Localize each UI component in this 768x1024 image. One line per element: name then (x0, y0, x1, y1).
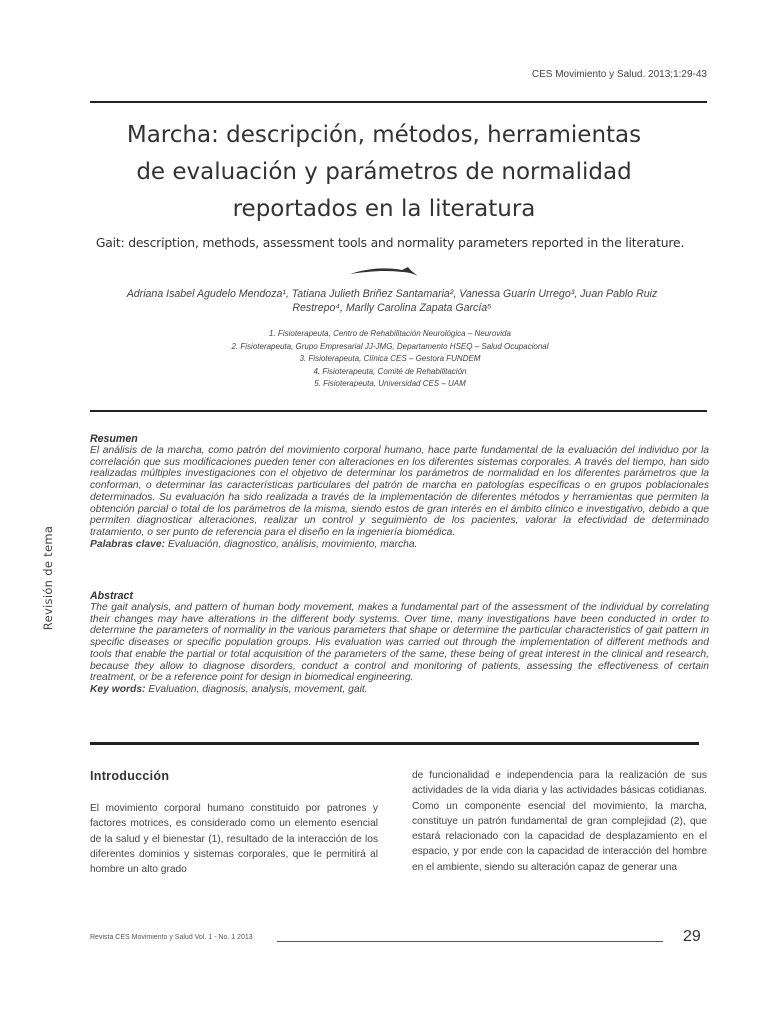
affiliation-list (150, 328, 630, 391)
title-line: de evaluación y parámetros de normalidad (136, 159, 632, 185)
top-rule (90, 101, 707, 103)
title-line: Marcha: descripción, métodos, herramientas (126, 122, 642, 148)
abstract-keywords (90, 684, 709, 695)
introduction-heading: Introducción (90, 769, 170, 783)
footer-journal: Revista CES Movimiento y Salud Vol. 1 - No. 1 2013 (90, 934, 253, 941)
article-title (80, 117, 688, 228)
intro-left-column: El movimiento corporal humano constituido por patrones y factores motrices, es considerado como un elemento esencial de la salud y el bienestar (1), resultado de la interacción de los diferentes dominios y sistemas corporales, que le permitirá al hombre un alto grado (90, 803, 378, 876)
abstract-heading: Abstract (90, 590, 133, 602)
section-type-label: Revisión de tema (41, 525, 55, 631)
footer-rule (277, 941, 663, 942)
english-title: Gait: description, methods, assessment tools and normality parameters reported in the literature. (95, 235, 685, 250)
affiliation: 2. Fisioterapeuta, Grupo Empresarial JJ-JMG, Departamento HSEQ – Salud Ocupacional (231, 341, 549, 351)
keywords-value: Evaluación, diagnostico, análisis, movimiento, marcha. (167, 538, 418, 550)
keywords-value: Evaluation, diagnosis, analysis, movement, gait. (148, 683, 368, 695)
affiliation: 3. Fisioterapeuta, Clínica CES – Gestora FUNDEM (299, 354, 481, 363)
affiliation: 1. Fisioterapeuta, Centro de Rehabilitación Neurológica – Neurovida (269, 329, 511, 338)
author-list (92, 287, 692, 315)
resumen-block (90, 433, 709, 550)
intro-right-column: de funcionalidad e independencia para la realización de sus actividades de la vida diaria y las actividades básicas cotidianas. Como un componente esencial del movimiento, la marcha, constituye un patrón fundamental de gran complejidad (2), que estará relacionado con la capacidad de desplazamiento en el espacio, y por ende con la capacidad de interacción del hombre en el ambiente, siendo su alteración capaz de generar una (412, 770, 707, 873)
resumen-text: El análisis de la marcha, como patrón del movimiento corporal humano, hace parte fundamental de la evaluación del individuo por la correlación que sus modificaciones pueden tener con alteraciones en los diferentes sistemas corporales. A través del tiempo, han sido realizadas múltiples investigaciones con el objetivo de determinar los parámetros de normalidad en los diferentes parámetros que la conforman, o determinar las características particulares del patrón de marcha en patologías específicas o en grupos poblacionales determinados. Su evaluación ha sido realizada a través de la implementación de diferentes métodos y herramientas que permiten la obtención parcial o total de los parámetros de la misma, siendo estos de gran interés en el ámbito clínico e investigativo, debido a que permiten diagnosticar alteraciones, realizar un control y seguimiento de los pacientes, valorar la efectividad de determinado tratamiento, o ser punto de referencia para el diseño en la ingeniería biomédica. (90, 445, 709, 538)
journal-reference: CES Movimiento y Salud. 2013;1:29-43 (531, 69, 707, 80)
keywords-label: Key words: (90, 683, 146, 695)
header-rule (90, 410, 707, 412)
title-line: reportados en la literatura (232, 196, 536, 222)
affiliation: 4. Fisioterapeuta, Comité de Rehabilitación (313, 366, 467, 376)
resumen-heading: Resumen (90, 433, 138, 445)
affiliation: 5. Fisioterapeuta, Universidad CES – UAM (314, 379, 466, 388)
page-number: 29 (683, 928, 701, 945)
abstract-text: The gait analysis, and pattern of human body movement, makes a fundamental part of the assessment of the individual by correlating their changes may have alterations in the different body systems. Over time, many investigations have been conducted in order to determine the parameters of normality in the various parameters that shape or determine the particular characteristics of gait pattern in specific diseases or specific population groups. His evaluation was carried out through the implementation of different methods and tools that enable the partial or total acquisition of the parameters of the same, these being of great interest in the clinical and research, because they allow to diagnose disorders, conduct a control and monitoring of patients, assessing the effectiveness of certain treatment, or be a reference point for design in biomedical engineering. (90, 602, 709, 684)
resumen-keywords (90, 539, 709, 550)
author-line: Restrepo⁴, Marlly Carolina Zapata García⁵ (292, 302, 492, 314)
author-line: Adriana Isabel Agudelo Mendoza¹, Tatiana Julieth Briñez Santamaria², Vanessa Guarín Urrego³, Juan Pablo Ruiz (126, 288, 658, 300)
keywords-label: Palabras clave: (90, 538, 165, 550)
abstract-rule (90, 742, 699, 745)
ornament-swash-icon (348, 264, 420, 278)
abstract-block (90, 590, 709, 695)
